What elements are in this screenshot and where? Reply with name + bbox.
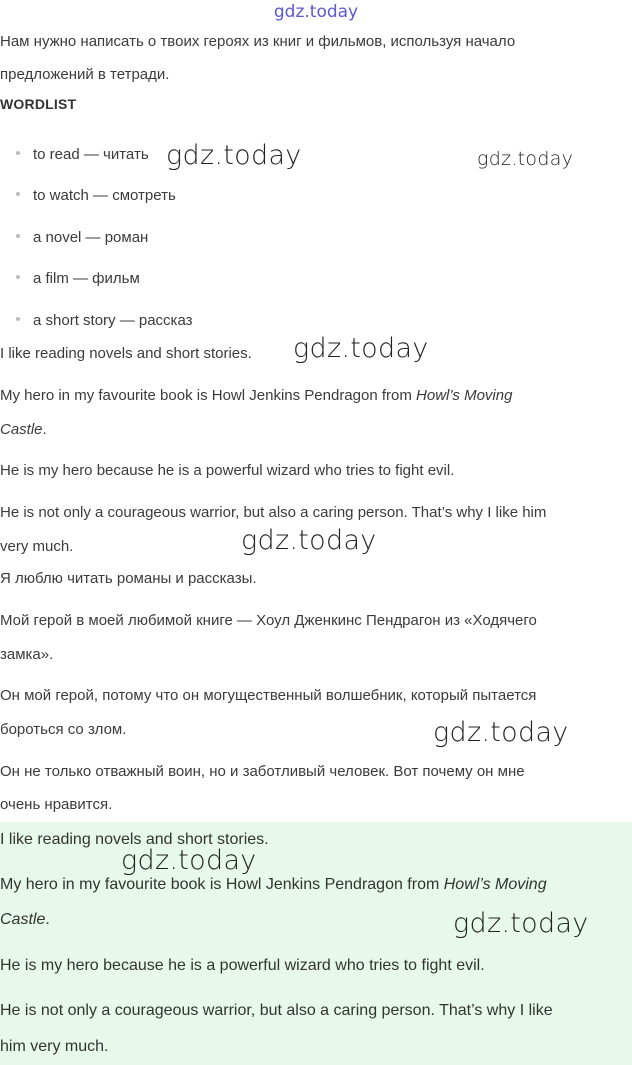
wordlist-title: WORDLIST (0, 96, 77, 112)
english-line-4: He is not only a courageous warrior, but also a caring person. That’s why I like him (0, 504, 547, 521)
intro-line-1: Нам нужно написать о твоих героях из книг и фильмов, используя начало (0, 33, 516, 50)
english-line-2: My hero in my favourite book is Howl Jenkins Pendragon from Howl’s Moving (0, 387, 513, 404)
list-item: to watch — смотреть (16, 187, 176, 204)
russian-line-3: Он мой герой, потому что он могущественный волшебник, который пытается (0, 687, 537, 704)
english-line-2b: Castle. (0, 421, 47, 438)
watermark: gdz.today (241, 525, 377, 556)
answer-line-1: I like reading novels and short stories. (0, 831, 269, 848)
russian-line-4: Он не только отважный воин, но и заботливый человек. Вот почему он мне (0, 763, 525, 780)
watermark: gdz.today (166, 140, 302, 171)
russian-line-2: Мой герой в моей любимой книге — Хоул Дженкинс Пендрагон из «Ходячего (0, 612, 537, 629)
english-line-4b: very much. (0, 538, 74, 555)
answer-block (0, 822, 632, 1065)
watermark: gdz.today (477, 148, 574, 170)
list-item: a film — фильм (16, 270, 140, 287)
watermark: gdz.today (453, 908, 589, 939)
watermark: gdz.today (293, 333, 429, 364)
header-watermark: gdz.today (273, 2, 359, 22)
intro-line-2: предложений в тетради. (0, 66, 170, 83)
bullet-icon (16, 234, 20, 238)
russian-line-2b: замка». (0, 646, 54, 663)
watermark: gdz.today (433, 717, 569, 748)
bullet-icon (16, 151, 20, 155)
answer-line-3: He is my hero because he is a powerful wizard who tries to fight evil. (0, 957, 485, 974)
answer-line-2: My hero in my favourite book is Howl Jenkins Pendragon from Howl’s Moving (0, 876, 547, 893)
russian-line-4b: очень нравится. (0, 796, 113, 813)
english-line-1: I like reading novels and short stories. (0, 345, 252, 362)
russian-line-1: Я люблю читать романы и рассказы. (0, 570, 257, 587)
answer-line-4b: him very much. (0, 1038, 109, 1055)
answer-line-4: He is not only a courageous warrior, but also a caring person. That’s why I like (0, 1002, 553, 1019)
bullet-icon (16, 275, 20, 279)
list-item: a short story — рассказ (16, 312, 193, 329)
list-item: a novel — роман (16, 229, 148, 246)
watermark: gdz.today (121, 845, 257, 876)
bullet-icon (16, 317, 20, 321)
bullet-icon (16, 192, 20, 196)
english-line-3: He is my hero because he is a powerful wizard who tries to fight evil. (0, 462, 455, 479)
list-item: to read — читать (16, 146, 149, 163)
answer-line-2b: Castle. (0, 911, 50, 928)
russian-line-3b: бороться со злом. (0, 721, 127, 738)
